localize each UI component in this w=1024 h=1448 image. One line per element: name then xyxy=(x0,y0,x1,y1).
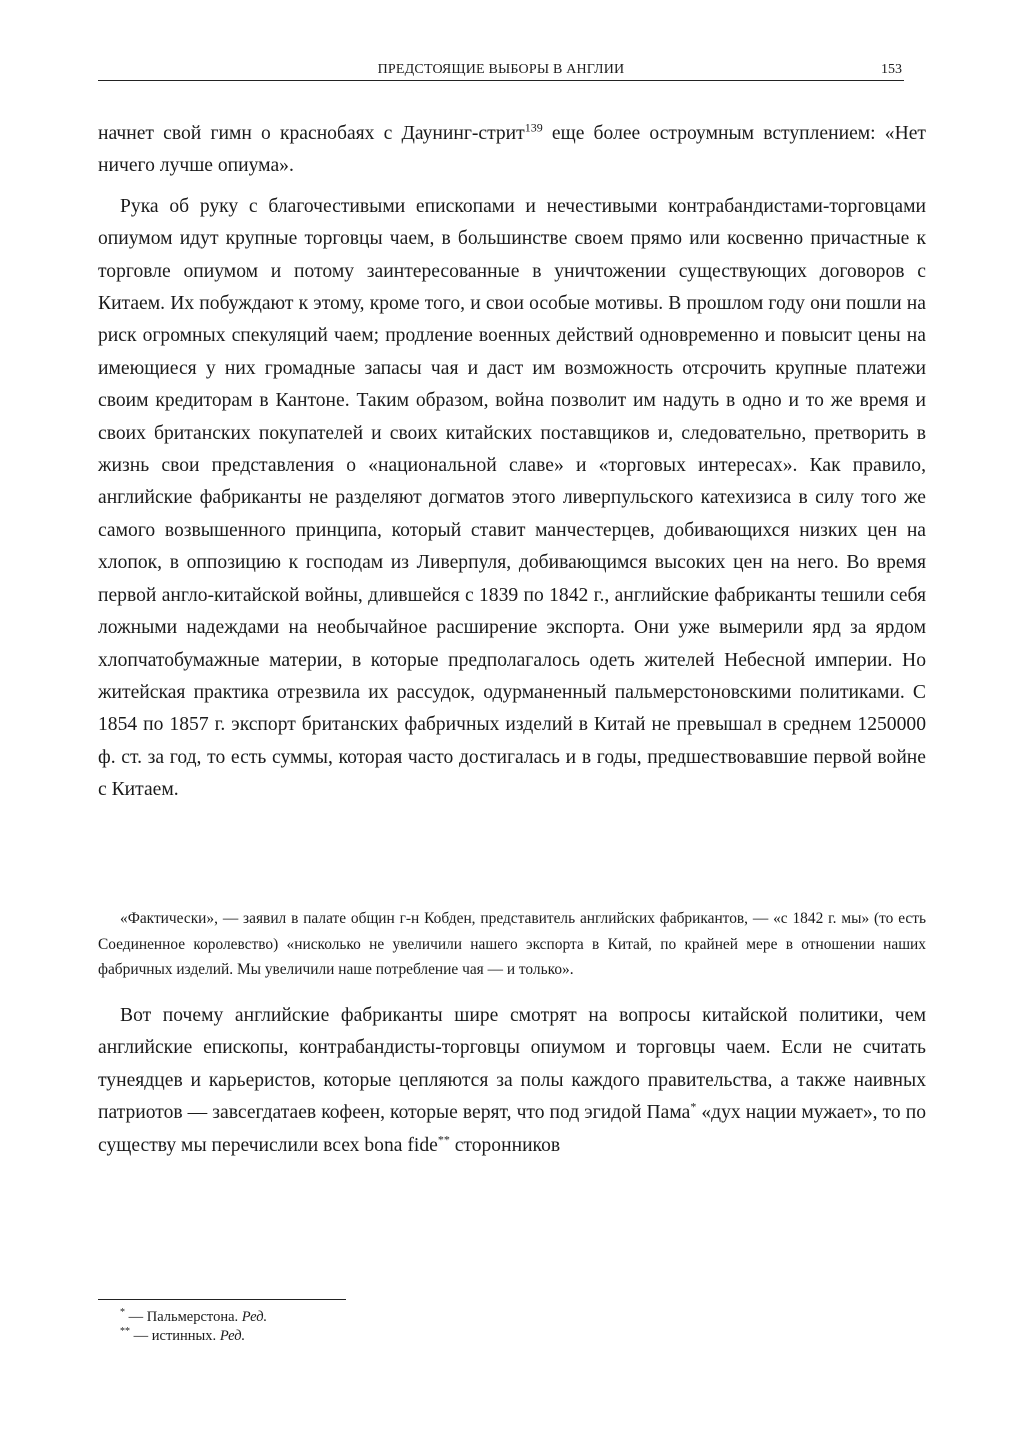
block-quote xyxy=(98,906,926,983)
paragraph xyxy=(98,1000,926,1162)
paragraph-text: начнет свой гимн о краснобаях с Даунинг-стрит xyxy=(98,123,525,144)
footnote-text: — Пальмерстона. xyxy=(125,1309,242,1325)
paragraph-text: сторонников xyxy=(449,1134,561,1156)
page-number: 153 xyxy=(881,62,902,77)
paragraph: Рука об руку с благочестивыми епископами и нечестивыми контрабандистами-торговцами опиумом идут крупные торговцы чаем, в большинстве своем прямо или косвенно причастные к торговле опиумом и потому заинтересованные в уничтожении существующих договоров с Китаем. Их побуждают к этому, кроме того, и свои особые мотивы. В прошлом году они пошли на риск огромных спекуляций чаем; продление военных действий одновременно и повысит цены на имеющиеся у них громадные запасы чая и даст им возможность отсрочить крупные платежи своим кредиторам в Кантоне. Таким образом, война позволит им надуть в одно и то же время и своих британских покупателей и своих китайских поставщиков и, следовательно, претворить в жизнь свои представления о «национальной славе» и «торговых интересах». Как правило, английские фабриканты не разделяют догматов этого ливерпульского катехизиса в силу того же самого возвышенного принципа, который ставит манчестерцев, добивающихся низких цен на хлопок, в оппозицию к господам из Ливерпуля, добивающимся высоких цен на него. Во время первой англо-китайской войны, длившейся с 1839 по 1842 г., английские фабриканты тешили себя ложными надеждами на необычайное расширение экспорта. Они уже вымерили ярд за ярдом хлопчатобумажные материи, в которые предполагалось одеть жителей Небесной империи. Но житейская практика отрезвила их рассудок, одурманенный пальмерстоновскими политиками. С 1854 по 1857 г. экспорт британских фабричных изделий в Китай не превышал в среднем 1250000 ф. ст. за год, то есть суммы, которая часто достигалась и в годы, предшествовавшие первой войне с Китаем. xyxy=(98,195,926,801)
body-text-upper xyxy=(98,118,926,807)
body-text-lower xyxy=(98,1000,926,1162)
editor-note: Ред. xyxy=(219,1328,246,1344)
footnote-mark: ** xyxy=(120,1326,130,1338)
running-header xyxy=(98,60,904,81)
paragraph-text: еще более остроумным вступлением: «Нет ничего лучше опиума». xyxy=(98,123,926,177)
running-title: ПРЕДСТОЯЩИЕ ВЫБОРЫ В АНГЛИИ xyxy=(377,62,625,77)
editorial-reference-mark: 139 xyxy=(524,120,543,135)
paragraph-continuation xyxy=(98,118,926,183)
footnote-mark: * xyxy=(120,1307,125,1319)
paragraph-text: «дух нации мужает», то по существу мы перечислили всех bona fide xyxy=(98,1102,926,1156)
footnote-1 xyxy=(120,1308,267,1327)
footnote-separator xyxy=(98,1299,346,1300)
footnote-mark: ** xyxy=(437,1132,450,1147)
footnote-mark: * xyxy=(690,1099,697,1114)
quotation-text: «Фактически», — заявил в палате общин г-н Кобден, представитель английских фабрикантов, — «с 1842 г. мы» (то есть Соединенное королевство) «нисколько не увеличили нашего экспорта в Китай, по крайней мере в отношении наших фабричных изделий. Мы увеличили наше потребление чая — и только». xyxy=(98,910,926,978)
paragraph-text: Вот почему английские фабриканты шире смотрят на вопросы китайской политики, чем английские епископы, контрабандисты-торговцы опиумом и торговцы чаем. Если не считать тунеядцев и карьеристов, которые цепляются за полы каждого правительства, а также наивных патриотов — завсегдатаев кофеен, которые верят, что под эгидой Пама xyxy=(98,1005,926,1124)
footnote-text: — истинных. xyxy=(130,1328,220,1344)
editor-note: Ред. xyxy=(241,1309,268,1325)
footnotes xyxy=(120,1308,267,1346)
footnote-2 xyxy=(120,1327,267,1346)
